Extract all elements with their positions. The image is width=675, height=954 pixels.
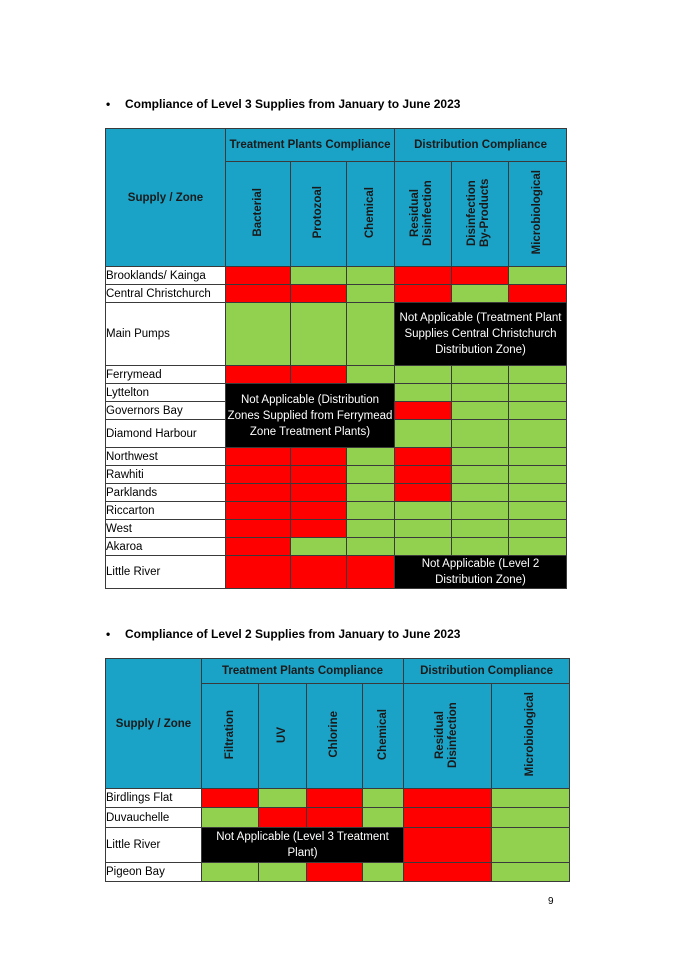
status-cell: [226, 484, 291, 502]
status-cell: [509, 285, 567, 303]
status-cell: [363, 789, 404, 808]
row-label: Rawhiti: [106, 466, 226, 484]
row-label: West: [106, 520, 226, 538]
status-cell: [452, 420, 509, 448]
status-cell: [404, 789, 492, 808]
status-cell: [202, 863, 259, 882]
bullet-icon: •: [106, 627, 111, 641]
table-row: [106, 502, 567, 520]
status-cell: [509, 402, 567, 420]
column-header: [291, 162, 347, 267]
row-label: Main Pumps: [106, 303, 226, 366]
column-label: Residual Disinfection: [409, 179, 434, 246]
status-cell: [452, 384, 509, 402]
status-cell: [509, 267, 567, 285]
page-number: 9: [548, 896, 554, 907]
table-row: [106, 520, 567, 538]
status-cell: [347, 448, 395, 466]
not-applicable-cell: Not Applicable (Distribution Zones Supplied from Ferrymead Zone Treatment Plants): [226, 384, 395, 448]
column-header: [363, 684, 404, 789]
status-cell: [395, 384, 452, 402]
row-label: Duvauchelle: [106, 808, 202, 828]
status-cell: [291, 556, 347, 589]
status-cell: [307, 789, 363, 808]
not-applicable-cell: Not Applicable (Level 2 Distribution Zone): [395, 556, 567, 589]
row-label: Governors Bay: [106, 402, 226, 420]
row-label: Little River: [106, 828, 202, 863]
status-cell: [347, 484, 395, 502]
table-row: [106, 303, 567, 366]
distribution-group-header: Distribution Compliance: [395, 129, 567, 162]
status-cell: [452, 466, 509, 484]
column-label: Microbiological: [531, 170, 544, 255]
status-cell: [291, 448, 347, 466]
row-label: Riccarton: [106, 502, 226, 520]
row-label: Pigeon Bay: [106, 863, 202, 882]
level2-compliance-table: [105, 658, 570, 882]
status-cell: [347, 502, 395, 520]
column-header: [226, 162, 291, 267]
status-cell: [452, 520, 509, 538]
table-row: [106, 789, 570, 808]
status-cell: [363, 808, 404, 828]
column-label: Chemical: [364, 186, 376, 239]
supply-zone-header: Supply / Zone: [106, 129, 226, 267]
status-cell: [226, 267, 291, 285]
table-row: [106, 366, 567, 384]
status-cell: [347, 267, 395, 285]
row-label: Parklands: [106, 484, 226, 502]
status-cell: [291, 285, 347, 303]
status-cell: [452, 502, 509, 520]
status-cell: [509, 466, 567, 484]
table-row: [106, 863, 570, 882]
status-cell: [307, 863, 363, 882]
column-label: Filtration: [223, 709, 236, 760]
table-row: [106, 466, 567, 484]
treatment-plants-group-header: Treatment Plants Compliance: [202, 659, 404, 684]
column-label: Chlorine: [328, 711, 340, 758]
row-label: Birdlings Flat: [106, 789, 202, 808]
status-cell: [226, 502, 291, 520]
column-header: [509, 162, 567, 267]
status-cell: [395, 520, 452, 538]
row-label: Northwest: [106, 448, 226, 466]
status-cell: [395, 402, 452, 420]
status-cell: [291, 366, 347, 384]
level2-heading-text: Compliance of Level 2 Supplies from January to June 2023: [125, 627, 461, 641]
column-label: Chemical: [376, 708, 389, 761]
row-label: Brooklands/ Kainga: [106, 267, 226, 285]
status-cell: [291, 520, 347, 538]
level3-heading-text: Compliance of Level 3 Supplies from January to June 2023: [125, 97, 461, 111]
status-cell: [509, 384, 567, 402]
status-cell: [291, 502, 347, 520]
status-cell: [226, 538, 291, 556]
column-label: Microbiological: [524, 692, 537, 777]
status-cell: [347, 520, 395, 538]
status-cell: [363, 863, 404, 882]
status-cell: [395, 285, 452, 303]
row-label: Little River: [106, 556, 226, 589]
status-cell: [347, 538, 395, 556]
status-cell: [307, 808, 363, 828]
table-row: [106, 828, 570, 863]
status-cell: [395, 538, 452, 556]
status-cell: [226, 448, 291, 466]
status-cell: [452, 402, 509, 420]
distribution-group-header: Distribution Compliance: [404, 659, 570, 684]
status-cell: [395, 484, 452, 502]
status-cell: [509, 502, 567, 520]
status-cell: [202, 789, 259, 808]
status-cell: [395, 366, 452, 384]
status-cell: [347, 285, 395, 303]
bullet-icon: •: [106, 97, 111, 111]
table-row: [106, 285, 567, 303]
status-cell: [347, 466, 395, 484]
status-cell: [452, 448, 509, 466]
level2-heading: [106, 627, 460, 641]
status-cell: [347, 303, 395, 366]
status-cell: [395, 466, 452, 484]
status-cell: [509, 366, 567, 384]
status-cell: [259, 789, 307, 808]
column-label: Bacterial: [251, 188, 264, 237]
status-cell: [452, 267, 509, 285]
status-cell: [395, 502, 452, 520]
status-cell: [226, 285, 291, 303]
status-cell: [291, 484, 347, 502]
status-cell: [259, 808, 307, 828]
status-cell: [291, 466, 347, 484]
status-cell: [509, 520, 567, 538]
status-cell: [452, 484, 509, 502]
status-cell: [492, 863, 570, 882]
row-label: Diamond Harbour: [106, 420, 226, 448]
status-cell: [509, 538, 567, 556]
status-cell: [492, 828, 570, 863]
column-header: [202, 684, 259, 789]
column-label: Protozoal: [312, 186, 324, 239]
status-cell: [509, 484, 567, 502]
row-label: Lyttelton: [106, 384, 226, 402]
table-row: [106, 556, 567, 589]
table-row: [106, 384, 567, 402]
status-cell: [226, 520, 291, 538]
column-label: Disinfection By-Products: [466, 178, 491, 247]
status-cell: [226, 366, 291, 384]
status-cell: [452, 538, 509, 556]
column-header: [395, 162, 452, 267]
level3-heading: [106, 97, 460, 111]
column-header: [452, 162, 509, 267]
table-row: [106, 538, 567, 556]
table-row: [106, 448, 567, 466]
supply-zone-header: Supply / Zone: [106, 659, 202, 789]
column-header: [492, 684, 570, 789]
column-header: [259, 684, 307, 789]
not-applicable-cell: Not Applicable (Level 3 Treatment Plant): [202, 828, 404, 863]
status-cell: [226, 466, 291, 484]
status-cell: [492, 808, 570, 828]
column-header: [347, 162, 395, 267]
row-label: Central Christchurch: [106, 285, 226, 303]
status-cell: [226, 303, 291, 366]
column-label: UV: [276, 726, 288, 743]
status-cell: [347, 366, 395, 384]
level3-compliance-table: [105, 128, 567, 589]
status-cell: [509, 420, 567, 448]
column-header: [307, 684, 363, 789]
not-applicable-cell: Not Applicable (Treatment Plant Supplies Central Christchurch Distribution Zone): [395, 303, 567, 366]
status-cell: [226, 556, 291, 589]
treatment-plants-group-header: Treatment Plants Compliance: [226, 129, 395, 162]
status-cell: [404, 808, 492, 828]
status-cell: [347, 556, 395, 589]
status-cell: [259, 863, 307, 882]
row-label: Ferrymead: [106, 366, 226, 384]
status-cell: [404, 828, 492, 863]
status-cell: [395, 420, 452, 448]
status-cell: [291, 538, 347, 556]
status-cell: [395, 267, 452, 285]
status-cell: [452, 366, 509, 384]
table-row: [106, 808, 570, 828]
status-cell: [404, 863, 492, 882]
table-row: [106, 267, 567, 285]
column-label: Residual Disinfection: [433, 701, 459, 768]
status-cell: [395, 448, 452, 466]
table-row: [106, 484, 567, 502]
row-label: Akaroa: [106, 538, 226, 556]
status-cell: [509, 448, 567, 466]
status-cell: [492, 789, 570, 808]
status-cell: [202, 808, 259, 828]
status-cell: [452, 285, 509, 303]
column-header: [404, 684, 492, 789]
status-cell: [291, 303, 347, 366]
status-cell: [291, 267, 347, 285]
